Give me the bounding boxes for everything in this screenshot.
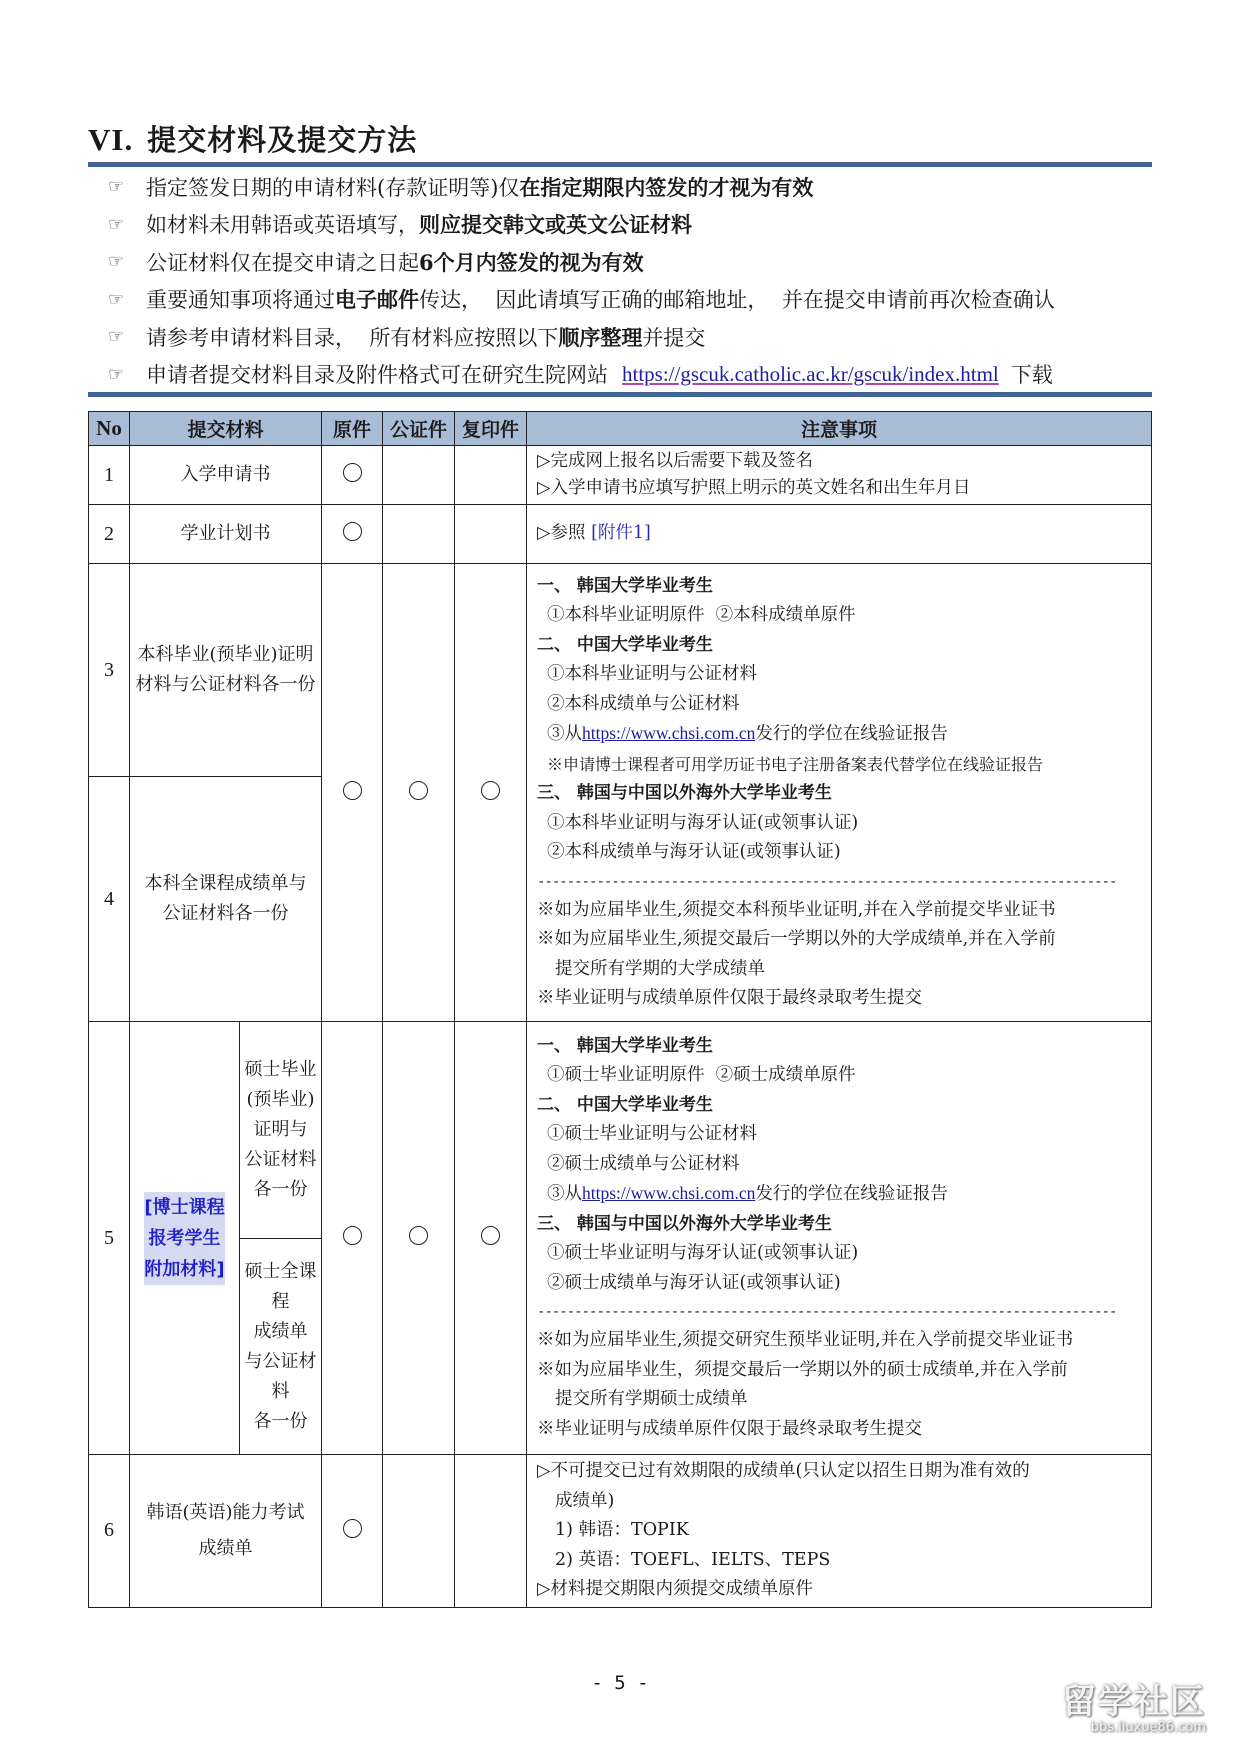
material-line: 各一份 <box>253 1410 308 1432</box>
page-number: - 5 - <box>591 1672 649 1694</box>
pointing-hand-icon: ☞ <box>108 326 125 348</box>
phd-label-line: 报考学生 <box>148 1227 221 1249</box>
note-line <box>537 1179 1141 1210</box>
table-row <box>89 505 1152 564</box>
note-line: ※如为应届毕业生,须提交研究生预毕业证明,并在入学前提交毕业证书 <box>537 1330 1074 1351</box>
copy-cell <box>455 1022 527 1455</box>
required-circle-icon <box>343 463 362 482</box>
notice-item <box>108 206 1152 244</box>
material-line: 公证材料 <box>244 1149 317 1170</box>
material-line: 本科毕业(预毕业)证明 <box>137 644 314 665</box>
notes-cell <box>527 446 1152 505</box>
copy-cell <box>455 505 527 564</box>
note-line: ※申请博士课程者可用学历证书电子注册备案表代替学位在线验证报告 <box>547 754 1044 774</box>
note-heading: 二、 中国大学毕业考生 <box>537 634 713 655</box>
note-line: ①硕士毕业证明与公证材料 <box>547 1124 758 1145</box>
pointing-hand-icon: ☞ <box>108 176 125 198</box>
notes-cell <box>527 1022 1152 1455</box>
note-heading: 三、 韩国与中国以外海外大学毕业考生 <box>537 783 832 803</box>
notice-bold-text: 6个月内签发的视为有效 <box>419 249 644 275</box>
note-line: ※毕业证明与成绩单原件仅限于最终录取考生提交 <box>537 988 923 1008</box>
notarized-cell <box>383 1455 455 1608</box>
table-row <box>89 1022 1152 1239</box>
material-name <box>130 1455 322 1608</box>
note-line <box>537 719 1141 750</box>
note-line: ※如为应届毕业生,须提交最后一学期以外的大学成绩单,并在入学前 <box>537 929 1056 949</box>
material-name: 入学申请书 <box>130 446 322 505</box>
section-heading <box>88 118 417 159</box>
row-number: 6 <box>89 1455 130 1608</box>
note-line: 提交所有学期硕士成绩单 <box>555 1389 748 1410</box>
required-circle-icon <box>343 781 362 800</box>
note-line: ▷材料提交期限内须提交成绩单原件 <box>537 1579 813 1599</box>
required-circle-icon <box>481 1226 500 1245</box>
note-line: ①本科毕业证明与海牙认证(或领事认证) <box>547 812 859 833</box>
material-line: (预毕业) <box>246 1089 315 1110</box>
copy-cell <box>455 446 527 505</box>
note-heading: 三、 韩国与中国以外海外大学毕业考生 <box>537 1213 832 1234</box>
note-line: 提交所有学期的大学成绩单 <box>555 958 766 979</box>
notice-text: 重要通知事项将通过 <box>146 288 335 313</box>
pointing-hand-icon: ☞ <box>108 363 125 385</box>
notarized-cell <box>383 1022 455 1455</box>
material-name <box>240 1022 322 1239</box>
table-row <box>89 564 1152 777</box>
notice-bold-text: 则应提交韩文或英文公证材料 <box>419 212 692 238</box>
required-circle-icon <box>343 1226 362 1245</box>
note-line: 成绩单) <box>555 1490 615 1511</box>
header-notarized: 公证件 <box>383 412 455 446</box>
note-text: 发行的学位在线验证报告 <box>755 724 948 744</box>
original-cell <box>322 505 383 564</box>
notes-cell <box>527 564 1152 1022</box>
note-text: ▷参照 <box>537 523 586 544</box>
notarized-cell <box>383 446 455 505</box>
note-line: ※毕业证明与成绩单原件仅限于最终录取考生提交 <box>537 1418 923 1439</box>
notice-text: 申请者提交材料目录及附件格式可在研究生院网站 <box>146 363 608 388</box>
material-line: 成绩单 <box>198 1537 253 1559</box>
watermark-logo: 留学社区 <box>1062 1682 1206 1722</box>
note-line: ▷完成网上报名以后需要下载及签名 <box>537 451 813 471</box>
graduate-school-website-link[interactable]: https://gscuk.catholic.ac.kr/gscuk/index.html <box>622 361 999 386</box>
note-line: ①硕士毕业证明与海牙认证(或领事认证) <box>547 1243 859 1264</box>
note-line: ▷入学申请书应填写护照上明示的英文姓名和出生年月日 <box>537 478 971 498</box>
notarized-cell <box>383 564 455 1022</box>
row-number: 5 <box>89 1022 130 1455</box>
notice-text: 请参考申请材料目录， 所有材料应按照以下 <box>146 325 559 350</box>
original-cell <box>322 1022 383 1455</box>
notarized-cell <box>383 505 455 564</box>
row-number: 3 <box>89 564 130 777</box>
phd-highlight <box>144 1192 224 1285</box>
header-copy: 复印件 <box>455 412 527 446</box>
note-heading: 一、 韩国大学毕业考生 <box>537 1035 713 1056</box>
notice-bold-text: 在指定期限内签发的才视为有效 <box>519 174 814 200</box>
chsi-link[interactable]: https://www.chsi.com.cn <box>582 1183 756 1204</box>
dashed-divider: ------------------------------------------------------------------------------ <box>537 873 1117 890</box>
note-text: ③从 <box>547 1184 583 1205</box>
copy-cell <box>455 1455 527 1608</box>
note-line: ②硕士成绩单与公证材料 <box>547 1153 740 1174</box>
phd-label-line: 附加材料] <box>144 1258 225 1280</box>
copy-cell <box>455 564 527 1022</box>
top-rule <box>88 162 1152 167</box>
note-line: ②硕士成绩单与海牙认证(或领事认证) <box>547 1272 841 1293</box>
notice-text: 并提交 <box>642 325 706 350</box>
material-line: 与公证材料 <box>244 1350 317 1402</box>
note-line: ①硕士毕业证明原件 ②硕士成绩单原件 <box>547 1065 856 1086</box>
required-circle-icon <box>481 781 500 800</box>
note-line: ②本科成绩单与海牙认证(或领事认证) <box>547 842 841 862</box>
original-cell <box>322 1455 383 1608</box>
phd-label-line: [博士课程 <box>144 1196 225 1218</box>
material-line: 公证材料各一份 <box>162 903 289 924</box>
note-line: ①本科毕业证明原件 ②本科成绩单原件 <box>547 605 856 625</box>
original-cell <box>322 564 383 1022</box>
note-line: 1) 韩语：TOPIK <box>555 1520 689 1540</box>
notice-list <box>108 168 1152 393</box>
note-heading: 二、 中国大学毕业考生 <box>537 1094 713 1115</box>
note-line: ①本科毕业证明与公证材料 <box>547 664 758 684</box>
dashed-divider: ------------------------------------------------------------------------------ <box>537 1304 1117 1321</box>
required-circle-icon <box>409 1226 428 1245</box>
note-text: 发行的学位在线验证报告 <box>755 1184 948 1205</box>
row-number: 4 <box>89 777 130 1022</box>
header-notes: 注意事项 <box>527 412 1152 446</box>
notice-item <box>108 168 1152 206</box>
required-circle-icon <box>343 522 362 541</box>
pointing-hand-icon: ☞ <box>108 213 125 235</box>
pointing-hand-icon: ☞ <box>108 288 125 310</box>
material-name <box>130 777 322 1022</box>
note-line: ②本科成绩单与公证材料 <box>547 693 740 714</box>
notice-text: 下载 <box>1010 363 1053 388</box>
watermark <box>1062 1684 1206 1736</box>
note-text: ③从 <box>547 724 583 744</box>
notice-bold-text: 顺序整理 <box>558 324 643 350</box>
section-title: 提交材料及提交方法 <box>147 123 418 157</box>
note-line: ※如为应届毕业生，须提交最后一学期以外的硕士成绩单,并在入学前 <box>537 1359 1068 1380</box>
material-name <box>130 564 322 777</box>
material-line: 硕士全课程 <box>244 1260 317 1312</box>
notice-item <box>108 356 1152 394</box>
bottom-rule <box>88 392 1152 397</box>
material-line: 硕士毕业 <box>244 1059 317 1080</box>
notice-item <box>108 243 1152 281</box>
header-no: No <box>89 412 130 446</box>
material-line: 各一份 <box>253 1179 308 1200</box>
header-original: 原件 <box>322 412 383 446</box>
required-circle-icon <box>409 781 428 800</box>
materials-table <box>88 411 1152 1608</box>
notes-cell <box>527 1455 1152 1608</box>
notice-text: 指定签发日期的申请材料(存款证明等)仅 <box>146 175 520 200</box>
notice-bold-text: 电子邮件 <box>335 287 419 313</box>
table-row <box>89 1455 1152 1608</box>
pointing-hand-icon: ☞ <box>108 251 125 273</box>
note-line: 2) 英语：TOEFL、IELTS、TEPS <box>555 1549 831 1570</box>
phd-additional-materials-label <box>130 1022 240 1455</box>
required-circle-icon <box>343 1519 362 1538</box>
section-number: VI. <box>88 122 134 157</box>
material-line: 韩语(英语)能力考试 <box>146 1501 305 1523</box>
note-line: ※如为应届毕业生,须提交本科预毕业证明,并在入学前提交毕业证书 <box>537 899 1056 920</box>
notice-text: 公证材料仅在提交申请之日起 <box>146 250 419 275</box>
material-name <box>240 1239 322 1455</box>
note-heading: 一、 韩国大学毕业考生 <box>537 575 713 596</box>
notice-item <box>108 281 1152 319</box>
table-row <box>89 446 1152 505</box>
notice-item <box>108 318 1152 356</box>
notes-cell <box>527 505 1152 564</box>
row-number: 1 <box>89 446 130 505</box>
attachment-reference-link[interactable]: [附件1] <box>591 523 651 544</box>
notice-text: 传达， 因此请填写正确的邮箱地址， 并在提交申请前再次检查确认 <box>419 288 1055 313</box>
material-line: 本科全课程成绩单与 <box>144 873 307 894</box>
note-line: ▷不可提交已过有效期限的成绩单(只认定以招生日期为准有效的 <box>537 1461 1030 1481</box>
table-header-row <box>89 412 1152 446</box>
header-material: 提交材料 <box>130 412 322 446</box>
material-line: 证明与 <box>253 1119 308 1140</box>
notice-text: 如材料未用韩语或英语填写， <box>146 213 419 238</box>
chsi-link[interactable]: https://www.chsi.com.cn <box>582 723 756 743</box>
material-name: 学业计划书 <box>130 505 322 564</box>
original-cell <box>322 446 383 505</box>
material-line: 材料与公证材料各一份 <box>135 674 316 695</box>
watermark-url: bbs.liuxue86.com <box>1090 1720 1206 1735</box>
material-line: 成绩单 <box>253 1320 308 1342</box>
row-number: 2 <box>89 505 130 564</box>
